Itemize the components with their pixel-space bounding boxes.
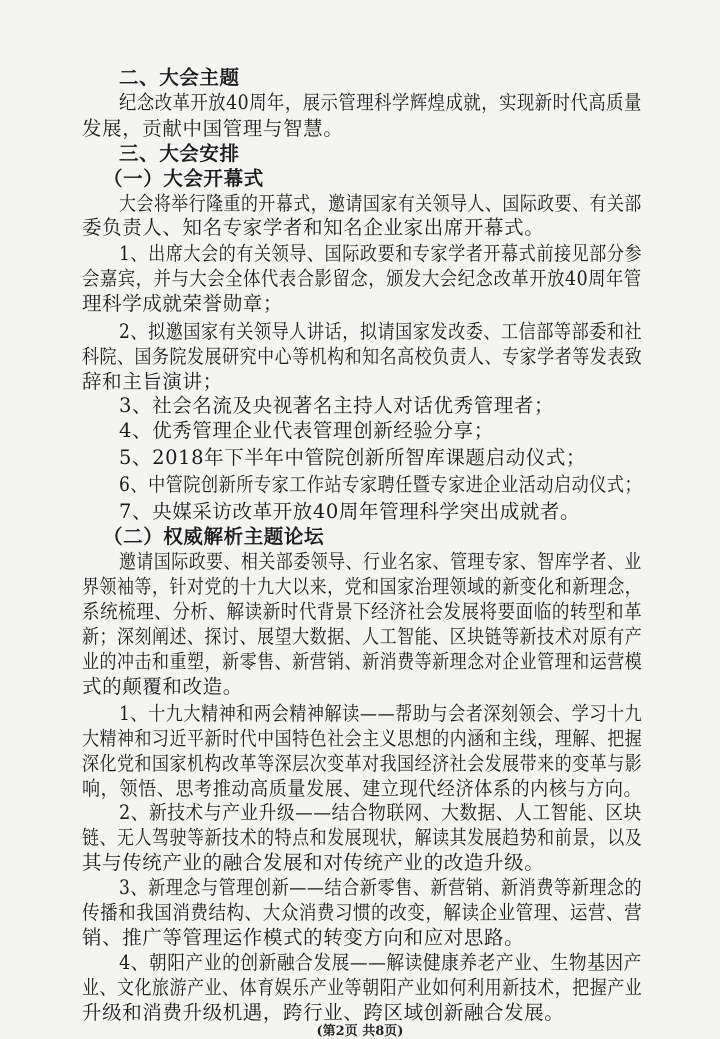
list-item-line: 辞和主旨演讲；	[82, 370, 223, 393]
list-item-line: 6、中管院创新所专家工作站专家聘任暨专家进企业活动启动仪式；	[119, 473, 643, 496]
list-item-line: 3、新理念与管理创新——结合新零售、新营销、新消费等新理念的	[119, 876, 643, 899]
paragraph-line: 界领袖等，针对党的十九大以来，党和国家治理领域的新变化和新理念，	[82, 575, 643, 598]
page-number-footer: (第2页 共8页)	[316, 1024, 404, 1039]
list-item-line: 4、朝阳产业的创新融合发展——解读健康养老产业、生物基因产	[119, 951, 642, 974]
subsection-heading: （一）大会开幕式	[103, 167, 264, 190]
list-item-line: 升级和消费升级机遇，跨行业、跨区域创新融合发展。	[82, 1001, 565, 1024]
list-item-line: 1、出席大会的有关领导、国际政要和专家学者开幕式前接见部分参	[119, 242, 643, 265]
list-item-line: 会嘉宾，并与大会全体代表合影留念，颁发大会纪念改革开放40周年管	[82, 267, 642, 290]
list-item-line: 理科学成就荣誉勋章；	[82, 292, 284, 315]
section-heading: 二、大会主题	[119, 66, 240, 89]
list-item-line: 业、文化旅游产业、体育娱乐产业等朝阳产业如何利用新技术，把握产业	[82, 976, 643, 999]
list-item-line: 1、十九大精神和两会精神解读——帮助与会者深刻领会、学习十九	[119, 702, 643, 725]
list-item-line: 4、优秀管理企业代表管理创新经验分享；	[119, 419, 494, 442]
list-item-line: 5、2018年下半年中管院创新所智库课题启动仪式；	[119, 446, 587, 469]
subsection-heading: （二）权威解析主题论坛	[103, 525, 325, 548]
paragraph-line: 委负责人、知名专家学者和知名企业家出席开幕式。	[82, 216, 545, 239]
list-item-line: 响，领悟、思考推动高质量发展、建立现代经济体系的内核与方向。	[82, 777, 643, 800]
paragraph-line: 业的冲击和重塑，新零售、新营销、新消费等新理念对企业管理和运营模	[82, 650, 643, 673]
list-item-line: 深化党和国家机构改革等深层次变革对我国经济社会发展带来的变革与影	[82, 752, 643, 775]
list-item-line: 3、社会名流及央视著名主持人对话优秀管理者；	[119, 394, 555, 417]
list-item-line: 科院、国务院发展研究中心等机构和知名高校负责人、专家学者等发表致	[82, 345, 643, 368]
paragraph-line: 发展，贡献中国管理与智慧。	[82, 117, 344, 140]
section-heading: 三、大会安排	[119, 142, 240, 165]
list-item-line: 销、推广等管理运作模式的转变方向和应对思路。	[82, 926, 525, 949]
list-item-line: 传播和我国消费结构、大众消费习惯的改变，解读企业管理、运营、营	[82, 901, 643, 924]
paragraph-line: 式的颠覆和改造。	[82, 675, 243, 698]
paragraph-line: 新；深刻阐述、探讨、展望大数据、人工智能、区块链等新技术对原有产	[82, 625, 643, 648]
paragraph-line: 系统梳理、分析、解读新时代背景下经济社会发展将要面临的转型和革	[82, 600, 643, 623]
paragraph-line: 纪念改革开放40周年，展示管理科学辉煌成就，实现新时代高质量	[119, 91, 642, 114]
list-item-line: 链、无人驾驶等新技术的特点和发展现状，解读其发展趋势和前景，以及	[82, 826, 643, 849]
paragraph-line: 大会将举行隆重的开幕式，邀请国家有关领导人、国际政要、有关部	[119, 192, 642, 215]
list-item-line: 2、拟邀国家有关领导人讲话，拟请国家发改委、工信部等部委和社	[119, 320, 643, 343]
list-item-line: 大精神和习近平新时代中国特色社会主义思想的内涵和主线，理解、把握	[82, 727, 643, 750]
list-item-line: 2、新技术与产业升级——结合物联网、大数据、人工智能、区块	[119, 801, 642, 824]
paragraph-line: 邀请国际政要、相关部委领导、行业名家、管理专家、智库学者、业	[119, 550, 642, 573]
list-item-line: 7、央媒采访改革开放40周年管理科学突出成就者。	[119, 500, 581, 523]
list-item-line: 其与传统产业的融合发展和对传统产业的改造升级。	[82, 851, 545, 874]
